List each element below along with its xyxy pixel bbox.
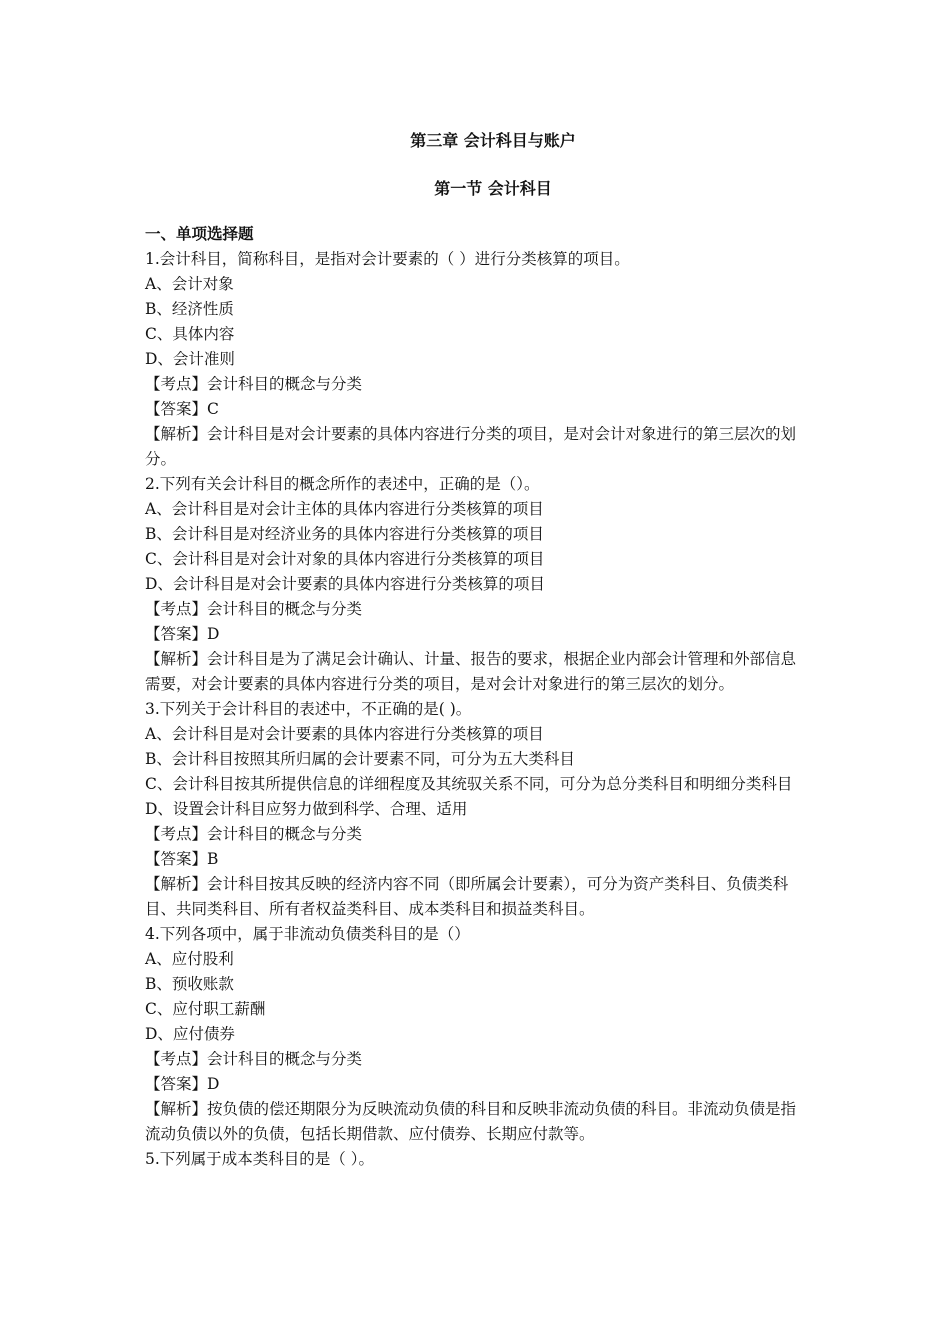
option: A、应付股利 <box>145 950 234 968</box>
option: C、应付职工薪酬 <box>145 1000 266 1018</box>
question-stem: 5.下列属于成本类科目的是（ ）。 <box>145 1150 374 1168</box>
option: D、会计科目是对会计要素的具体内容进行分类核算的项目 <box>145 575 545 593</box>
option: A、会计科目是对会计要素的具体内容进行分类核算的项目 <box>145 725 544 743</box>
option: B、预收账款 <box>145 975 234 993</box>
option: C、具体内容 <box>145 325 235 343</box>
question-point: 【考点】会计科目的概念与分类 <box>145 600 363 618</box>
option: D、设置会计科目应努力做到科学、合理、适用 <box>145 800 468 818</box>
option: A、会计对象 <box>145 275 234 293</box>
question-point: 【考点】会计科目的概念与分类 <box>145 375 363 393</box>
question-analysis: 【解析】会计科目是对会计要素的具体内容进行分类的项目，是对会计对象进行的第三层次的划分。 <box>145 425 797 468</box>
question-answer: 【答案】D <box>145 1075 220 1093</box>
option: D、应付债券 <box>145 1025 235 1043</box>
option: B、经济性质 <box>145 300 234 318</box>
question-stem: 4.下列各项中，属于非流动负债类科目的是（） <box>145 925 470 943</box>
section-title: 第一节 会计科目 <box>434 179 552 198</box>
option: D、会计准则 <box>145 350 235 368</box>
chapter-title: 第三章 会计科目与账户 <box>410 131 576 150</box>
question-stem: 3.下列关于会计科目的表述中，不正确的是( )。 <box>145 700 472 718</box>
question-stem: 1.会计科目，简称科目，是指对会计要素的（ ）进行分类核算的项目。 <box>145 250 630 268</box>
option: C、会计科目是对会计对象的具体内容进行分类核算的项目 <box>145 550 545 568</box>
option: A、会计科目是对会计主体的具体内容进行分类核算的项目 <box>145 500 544 518</box>
question-analysis: 【解析】按负债的偿还期限分为反映流动负债的科目和反映非流动负债的科目。非流动负债是指流动负债以外的负债，包括长期借款、应付债券、长期应付款等。 <box>145 1100 797 1143</box>
option: B、会计科目是对经济业务的具体内容进行分类核算的项目 <box>145 525 544 543</box>
option: B、会计科目按照其所归属的会计要素不同，可分为五大类科目 <box>145 750 575 768</box>
question-analysis: 【解析】会计科目按其反映的经济内容不同（即所属会计要素），可分为资产类科目、负债类科目、共同类科目、所有者权益类科目、成本类科目和损益类科目。 <box>145 875 789 918</box>
option: C、会计科目按其所提供信息的详细程度及其统驭关系不同，可分为总分类科目和明细分类科目 <box>145 775 793 793</box>
question-answer: 【答案】D <box>145 625 220 643</box>
document-body <box>145 222 805 1172</box>
question-answer: 【答案】C <box>145 400 219 418</box>
question-answer: 【答案】B <box>145 850 219 868</box>
question-stem: 2.下列有关会计科目的概念所作的表述中，正确的是（）。 <box>145 475 540 493</box>
question-analysis: 【解析】会计科目是为了满足会计确认、计量、报告的要求，根据企业内部会计管理和外部信息需要，对会计要素的具体内容进行分类的项目，是对会计对象进行的第三层次的划分。 <box>145 650 797 693</box>
part-heading: 一、单项选择题 <box>145 225 254 243</box>
question-point: 【考点】会计科目的概念与分类 <box>145 825 363 843</box>
question-point: 【考点】会计科目的概念与分类 <box>145 1050 363 1068</box>
